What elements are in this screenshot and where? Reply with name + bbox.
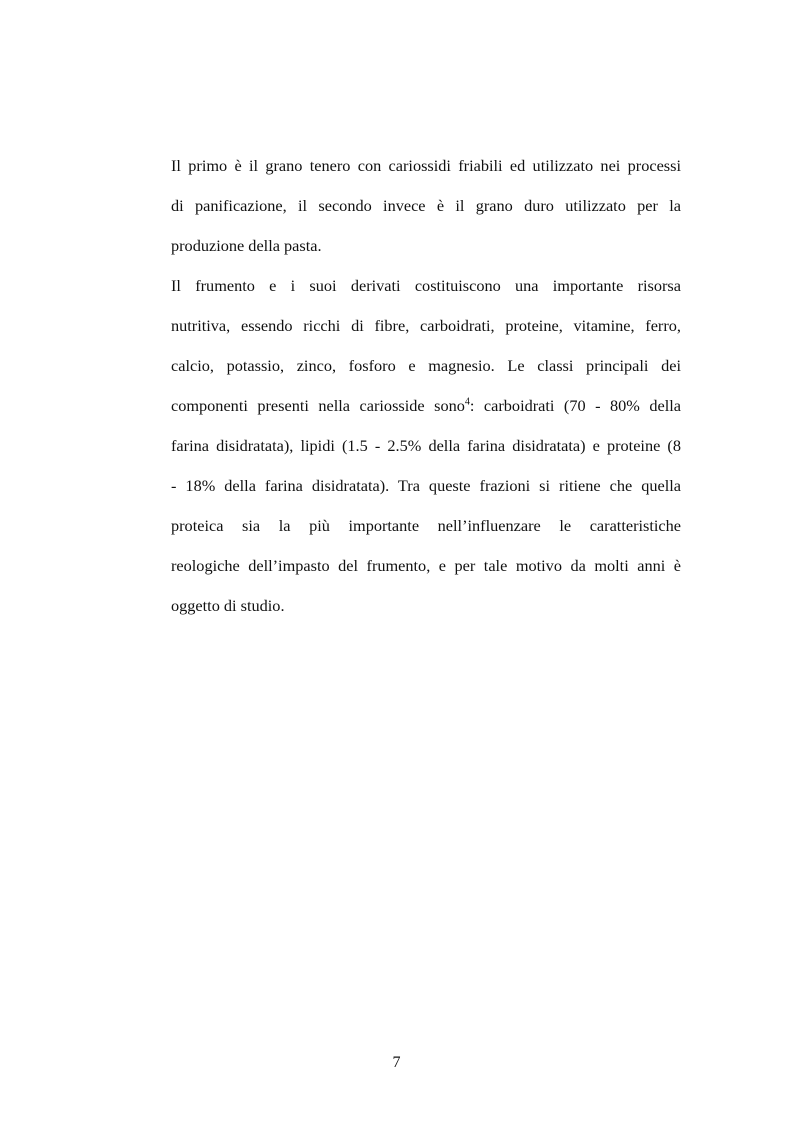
body-text — [171, 146, 681, 626]
text-line: Il primo è il grano tenero con cariossidi friabili ed utilizzato nei processi — [171, 156, 681, 175]
text-line: produzione della pasta. — [171, 236, 322, 255]
text-segment: : carboidrati (70 - 80% della — [469, 396, 682, 415]
text-line: reologiche dell’impasto del frumento, e per tale motivo da molti anni è — [171, 556, 681, 575]
text-line: Il frumento e i suoi derivati costituiscono una importante risorsa — [171, 276, 681, 295]
footnote-reference[interactable]: 4 — [464, 396, 470, 408]
text-line: nutritiva, essendo ricchi di fibre, carboidrati, proteine, vitamine, ferro, — [171, 316, 681, 335]
text-line: - 18% della farina disidratata). Tra queste frazioni si ritiene che quella — [171, 476, 681, 495]
page-number: 7 — [392, 1054, 401, 1071]
paragraph-2 — [171, 266, 681, 626]
text-line-with-footnote — [171, 386, 681, 426]
text-line: calcio, potassio, zinco, fosforo e magnesio. Le classi principali dei — [171, 356, 681, 375]
text-line: proteica sia la più importante nell’influenzare le caratteristiche — [171, 516, 681, 535]
text-line: farina disidratata), lipidi (1.5 - 2.5% della farina disidratata) e proteine (8 — [171, 436, 681, 455]
paragraph-1 — [171, 146, 681, 266]
text-line: oggetto di studio. — [171, 596, 285, 615]
text-segment: componenti presenti nella cariosside sono — [171, 396, 465, 415]
text-line: di panificazione, il secondo invece è il grano duro utilizzato per la — [171, 196, 681, 215]
